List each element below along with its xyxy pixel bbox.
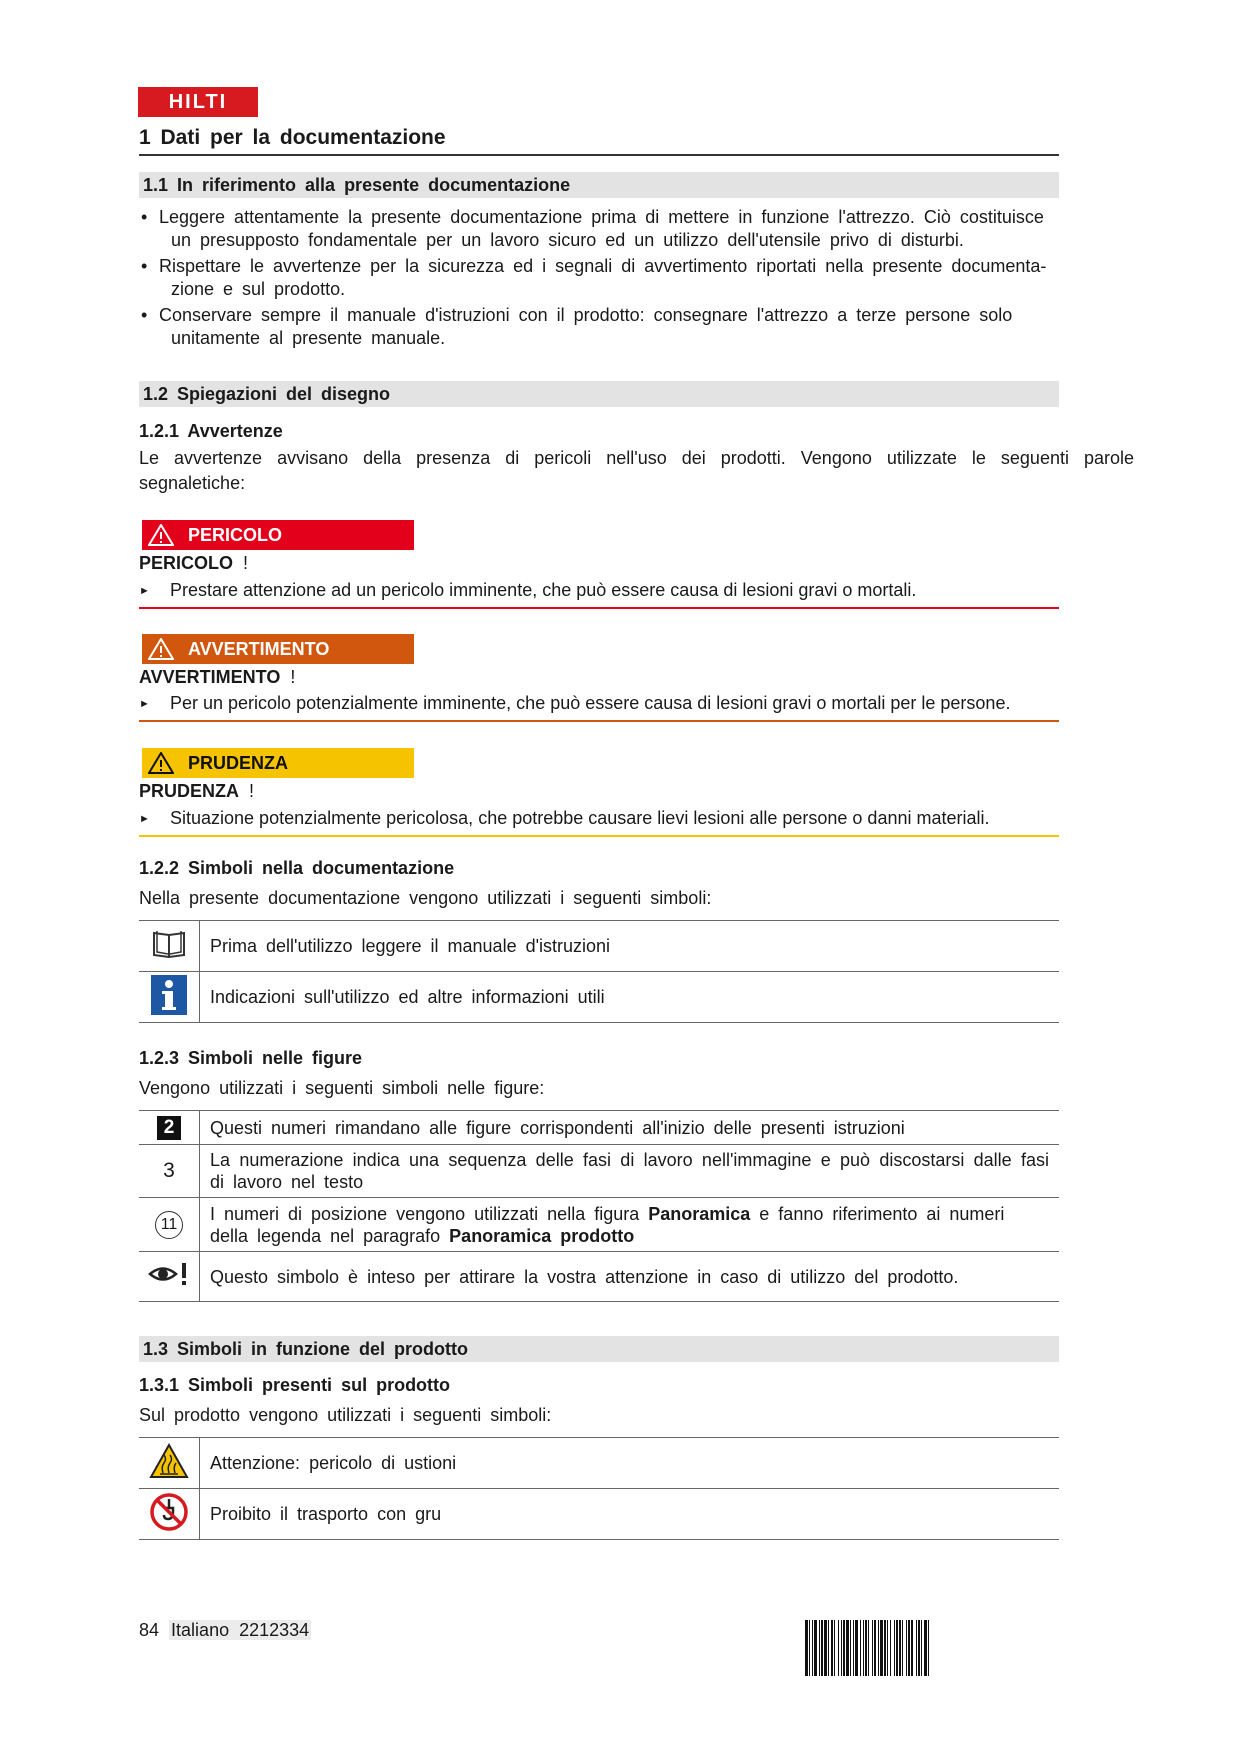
table-row [139,972,1059,1023]
instruction-text: Prestare attenzione ad un pericolo imminente, che può essere causa di lesioni gravi o mortali. [170,580,917,600]
arrow-bullet-icon: ► [139,585,150,598]
danger-instruction [139,580,1059,609]
bullet-text: Leggere attentamente la presente documentazione prima di mettere in funzione l'attrezzo. Ciò costituisce [159,207,1044,227]
desc-bold: Panoramica [648,1203,751,1224]
table-row [139,1145,1059,1198]
info-icon [139,972,200,1023]
arrow-bullet-icon: ► [139,813,150,826]
figure-symbols-table [139,1110,1059,1302]
symbol-description: Questi numeri rimandano alle figure corrispondenti all'inizio delle presenti istruzioni [210,1117,905,1138]
subsection-heading-1-3-1: 1.3.1 Simboli presenti sul prodotto [139,1375,451,1395]
subsection-heading-1-2-3: 1.2.3 Simboli nelle figure [139,1048,363,1068]
doc-symbols-table [139,920,1059,1023]
hot-surface-warning-icon [139,1438,200,1489]
position-number-glyph: 11 [155,1211,183,1239]
table-row [139,1198,1059,1252]
page-number: 84 [139,1620,160,1640]
subsection-heading-1-2-1: 1.2.1 Avvertenze [139,421,283,441]
hilti-logo: HILTI [138,87,258,117]
symbol-description [200,1198,1060,1252]
banner-label: PERICOLO [188,524,283,545]
signal-word [139,667,295,688]
table-row [139,921,1059,972]
product-symbols-table [139,1437,1059,1540]
signal-word-excl: ! [243,553,249,573]
banner-label: AVVERTIMENTO [188,638,330,659]
bullet-text: Conservare sempre il manuale d'istruzioni con il prodotto: consegnare l'attrezzo a terze persone solo [159,305,1013,325]
table-row [139,1252,1059,1302]
footer-code: 2212334 [239,1620,310,1640]
subsection-heading-1-2-2: 1.2.2 Simboli nella documentazione [139,858,455,878]
footer-language-code [169,1620,311,1640]
desc-bold: Panoramica prodotto [449,1225,635,1246]
barcode-gap [929,1620,931,1676]
figure-number-2-icon [139,1111,200,1145]
page-footer [139,1620,311,1641]
warning-triangle-icon [148,752,174,774]
desc-part: e fanno riferimento ai numeri della legenda nel paragrafo [210,1203,1005,1246]
attention-eye-icon [139,1252,200,1302]
warning-banner [142,634,414,664]
symbol-description: La numerazione indica una sequenza delle fasi di lavoro nell'immagine e può discostarsi dalle fasi di lavoro nel testo [210,1150,1049,1192]
section-heading-1-2: 1.2 Spiegazioni del disegno [139,381,1059,407]
step-number-3-icon [139,1145,200,1198]
section-heading-1-1: 1.1 In riferimento alla presente documentazione [139,172,1059,198]
step-number-glyph: 3 [163,1159,175,1182]
no-crane-transport-icon [139,1489,200,1540]
bullet-item [139,255,1129,301]
instruction-text: Per un pericolo potenzialmente imminente, che può essere causa di lesioni gravi o mortali per le persone. [170,693,1011,713]
danger-banner [142,520,414,550]
position-number-11-icon [139,1198,200,1252]
table-row [139,1438,1059,1489]
bullet-text-cont: zione e sul prodotto. [171,279,346,299]
caution-instruction [139,808,1059,837]
signal-word [139,553,248,574]
banner-label: PRUDENZA [188,752,289,773]
barcode [805,1620,1057,1676]
warnings-intro: Le avvertenze avvisano della presenza di pericoli nell'uso dei prodotti. Vengono utilizzate le seguenti parole segnaletiche: [139,448,1134,493]
symbol-description: Attenzione: pericolo di ustioni [210,1453,457,1473]
figure-number-glyph: 2 [157,1116,181,1140]
doc-symbols-intro: Nella presente documentazione vengono utilizzati i seguenti simboli: [139,888,712,908]
symbol-description: Proibito il trasporto con gru [210,1504,442,1524]
table-row [139,1489,1059,1540]
bullet-text: Rispettare le avvertenze per la sicurezza ed i segnali di avvertimento riportati nella presente documenta- [159,256,1047,276]
arrow-bullet-icon: ► [139,698,150,711]
bullet-text-cont: un presupposto fondamentale per un lavoro sicuro ed un utilizzo dell'utensile privo di disturbi. [171,230,964,250]
product-symbols-intro: Sul prodotto vengono utilizzati i seguenti simboli: [139,1405,552,1425]
symbol-description: Questo simbolo è inteso per attirare la vostra attenzione in caso di utilizzo del prodotto. [210,1266,959,1287]
signal-word-excl: ! [290,667,296,687]
warning-triangle-icon [148,638,174,660]
footer-language: Italiano [171,1620,230,1640]
desc-part: I numeri di posizione vengono utilizzati nella figura [210,1203,649,1224]
signal-word [139,781,254,802]
signal-word-excl: ! [249,781,255,801]
table-row [139,1111,1059,1145]
bullet-text-cont: unitamente al presente manuale. [171,328,446,348]
signal-word-text: PERICOLO [139,553,234,573]
documentation-bullets [139,206,1129,353]
signal-word-text: AVVERTIMENTO [139,667,281,687]
warning-instruction [139,693,1059,722]
figure-symbols-intro: Vengono utilizzati i seguenti simboli nelle figure: [139,1078,545,1098]
symbol-description: Prima dell'utilizzo leggere il manuale d'istruzioni [210,936,611,956]
warning-triangle-icon [148,524,174,546]
section-heading-1-3: 1.3 Simboli in funzione del prodotto [139,1336,1059,1362]
symbol-description: Indicazioni sull'utilizzo ed altre informazioni utili [210,987,605,1007]
bullet-item [139,206,1129,252]
bullet-item [139,304,1129,350]
manual-book-icon [139,921,200,972]
chapter-heading: 1 Dati per la documentazione [139,126,1059,156]
signal-word-text: PRUDENZA [139,781,240,801]
caution-banner [142,748,414,778]
instruction-text: Situazione potenzialmente pericolosa, che potrebbe causare lievi lesioni alle persone o danni materiali. [170,808,990,828]
